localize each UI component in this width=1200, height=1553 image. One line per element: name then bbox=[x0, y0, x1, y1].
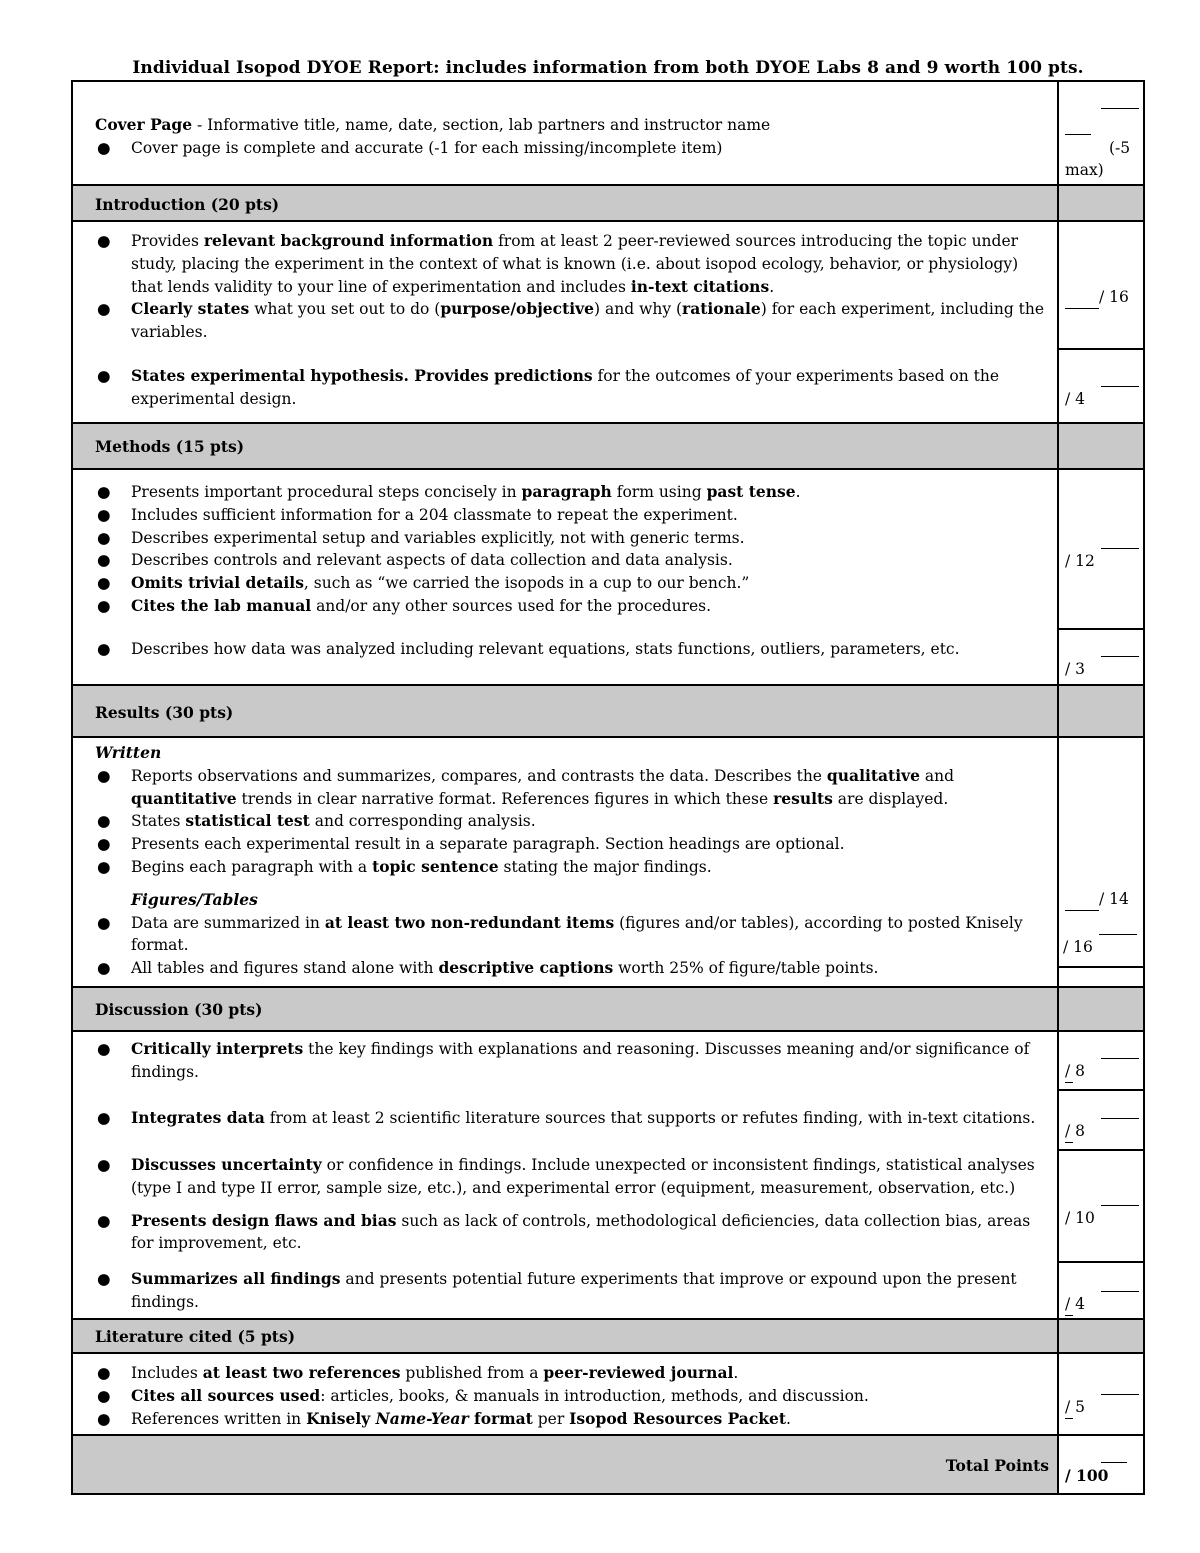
results-b5-text: Data are summarized in bbox=[131, 913, 325, 932]
disc-b5-bold: Summarizes all findings bbox=[131, 1269, 341, 1288]
results-b2-bold: statistical test bbox=[185, 811, 310, 831]
methods-b1-bold: paragraph bbox=[521, 482, 612, 501]
methods-header-row bbox=[71, 422, 1145, 468]
bullet-icon: ● bbox=[97, 1409, 111, 1428]
lit-score: / 5 bbox=[1065, 1398, 1086, 1416]
intro-b1-bold: relevant background information bbox=[203, 231, 494, 250]
introduction-header-row bbox=[71, 184, 1145, 220]
methods-b5-text: , such as “we carried the isopods in a cup to our bench.” bbox=[303, 574, 750, 593]
results-b5-bold: at least two non-redundant items bbox=[324, 912, 615, 932]
intro-b3-text: for the outcomes of your experiments based on the experimental design. bbox=[131, 367, 1000, 408]
bullet-icon: ● bbox=[97, 138, 111, 157]
discussion-row bbox=[71, 1030, 1145, 1318]
disc-score-1: / 8 bbox=[1065, 1062, 1086, 1080]
total-row bbox=[71, 1434, 1145, 1495]
total-score: / 100 bbox=[1065, 1466, 1109, 1485]
bullet-icon: ● bbox=[97, 1386, 111, 1405]
bullet-icon: ● bbox=[97, 1156, 111, 1174]
cover-row bbox=[71, 80, 1145, 184]
results-figures-score-cell bbox=[1057, 886, 1145, 986]
results-b6-text: All tables and figures stand alone with bbox=[131, 959, 439, 978]
intro-b3-bold: States experimental hypothesis. Provides predictions bbox=[131, 366, 593, 385]
intro-b2-text2: ) and why ( bbox=[594, 300, 683, 319]
intro-score-2: / 4 bbox=[1065, 390, 1086, 408]
methods-b1-text2: form using bbox=[611, 483, 707, 501]
results-b1-end: are displayed. bbox=[832, 789, 949, 808]
introduction-heading: Introduction (20 pts) bbox=[95, 195, 280, 214]
bullet-icon: ● bbox=[97, 812, 111, 831]
results-header-row bbox=[71, 684, 1145, 736]
lit-b3-italic: Name-Year bbox=[375, 1408, 469, 1428]
intro-b1-end: . bbox=[769, 277, 775, 296]
lit-b1-end: . bbox=[733, 1364, 739, 1382]
methods-heading: Methods (15 pts) bbox=[95, 437, 245, 456]
bullet-icon: ● bbox=[97, 640, 111, 658]
lit-b2-bold: Cites all sources used bbox=[131, 1385, 321, 1405]
bullet-icon: ● bbox=[97, 959, 111, 978]
page-title: Individual Isopod DYOE Report: includes information from both DYOE Labs 8 and 9 worth 100 pts. bbox=[132, 58, 1084, 78]
intro-b1-bold2: in-text citations bbox=[630, 276, 770, 296]
bullet-icon: ● bbox=[97, 574, 111, 593]
results-b4-bold: topic sentence bbox=[372, 856, 499, 876]
methods-b6-bold: Cites the lab manual bbox=[131, 595, 312, 615]
results-b6-bold: descriptive captions bbox=[438, 958, 614, 978]
bullet-icon: ● bbox=[97, 232, 111, 250]
results-score-1: / 14 bbox=[1099, 890, 1129, 908]
bullet-icon: ● bbox=[97, 596, 111, 615]
disc-b4-bold: Presents design flaws and bias bbox=[131, 1210, 397, 1230]
results-b5-end: (figures and/or tables), according to posted Knisely format. bbox=[131, 913, 1023, 955]
bullet-icon: ● bbox=[97, 300, 111, 319]
methods-b5-bold: Omits trivial details bbox=[131, 573, 304, 593]
methods-score-1: / 12 bbox=[1065, 552, 1095, 570]
disc-b5-text: and presents potential future experiments that improve or expound upon the present findings. bbox=[131, 1270, 1017, 1311]
results-b1-bold: qualitative bbox=[826, 765, 920, 785]
results-b1-bold2: quantitative bbox=[131, 788, 237, 808]
results-score-2: / 16 bbox=[1063, 938, 1093, 956]
bullet-icon: ● bbox=[97, 1211, 111, 1230]
lit-b3-end: . bbox=[786, 1409, 791, 1428]
intro-b2-bold3: rationale bbox=[682, 299, 761, 319]
bullet-icon: ● bbox=[97, 1040, 111, 1058]
bullet-icon: ● bbox=[97, 505, 111, 524]
bullet-icon: ● bbox=[97, 766, 111, 785]
literature-header-row bbox=[71, 1318, 1145, 1352]
total-label: Total Points bbox=[945, 1456, 1049, 1475]
results-b1-text: Reports observations and summarizes, compares, and contrasts the data. Describes the bbox=[131, 766, 827, 785]
results-b2-end: and corresponding analysis. bbox=[309, 812, 536, 831]
intro-b2-end: ) for each experiment, including the variables. bbox=[131, 300, 1045, 342]
disc-b3-text: or confidence in findings. Include unexpected or inconsistent findings, statistical analyses (type I and type II error, sample size, etc.), and experimental error (equipment, measurement, observation, etc.) bbox=[131, 1156, 1035, 1197]
cover-heading: Cover Page bbox=[95, 115, 193, 134]
intro-b2-bold2: purpose/objective bbox=[440, 299, 595, 319]
methods-b6-text: and/or any other sources used for the procedures. bbox=[311, 596, 712, 615]
bullet-icon: ● bbox=[97, 835, 111, 854]
bullet-icon: ● bbox=[97, 551, 111, 570]
cover-criterion: Cover page is complete and accurate (-1 for each missing/incomplete item) bbox=[131, 138, 723, 157]
lit-b1-text2: published from a bbox=[400, 1364, 544, 1382]
disc-score-3: / 10 bbox=[1065, 1209, 1095, 1227]
lit-b1-bold2: peer-reviewed journal bbox=[543, 1363, 734, 1382]
results-b1-text2: and bbox=[919, 766, 955, 785]
intro-b1-text2: from at least 2 peer-reviewed sources introducing the topic under study, placing the experiment in the context of what is known (i.e. about isopod ecology, behavior, or physiology) that lends validity to your line of experimentation and includes bbox=[131, 232, 1019, 296]
disc-score-2: / 8 bbox=[1065, 1122, 1086, 1140]
disc-b1-text: the key findings with explanations and reasoning. Discusses meaning and/or significance of findings. bbox=[131, 1040, 1030, 1081]
cover-heading-text: - Informative title, name, date, section, lab partners and instructor name bbox=[192, 116, 771, 134]
lit-b1-bold: at least two references bbox=[202, 1363, 401, 1382]
introduction-row bbox=[71, 220, 1145, 422]
bullet-icon: ● bbox=[97, 367, 111, 385]
bullet-icon: ● bbox=[97, 528, 111, 547]
lit-b2-text: : articles, books, & manuals in introduction, methods, and discussion. bbox=[320, 1386, 869, 1405]
literature-row bbox=[71, 1352, 1145, 1434]
disc-score-4: / 4 bbox=[1065, 1295, 1086, 1313]
disc-b1-bold: Critically interprets bbox=[131, 1039, 304, 1058]
literature-heading: Literature cited (5 pts) bbox=[95, 1327, 296, 1346]
intro-b2-bold: Clearly states bbox=[131, 299, 250, 319]
results-b6-end: worth 25% of figure/table points. bbox=[613, 959, 879, 978]
methods-b1-text: Presents important procedural steps concisely in bbox=[131, 483, 522, 501]
disc-b2-bold: Integrates data bbox=[131, 1108, 265, 1127]
lit-b3-text2: per bbox=[532, 1409, 570, 1428]
results-figures-subheading: Figures/Tables bbox=[131, 889, 258, 909]
lit-b3-bold3: Isopod Resources Packet bbox=[569, 1408, 787, 1428]
disc-b2-text: from at least 2 scientific literature sources that supports or refutes finding, with in-text citations. bbox=[264, 1109, 1036, 1127]
results-b4-end: stating the major findings. bbox=[498, 857, 712, 876]
discussion-header-row bbox=[71, 986, 1145, 1030]
bullet-icon: ● bbox=[97, 483, 111, 501]
discussion-heading: Discussion (30 pts) bbox=[95, 1000, 263, 1019]
results-b2-text: States bbox=[131, 812, 186, 831]
results-written-subheading: Written bbox=[95, 743, 162, 762]
bullet-icon: ● bbox=[97, 1364, 111, 1382]
methods-b1-bold2: past tense bbox=[706, 482, 796, 501]
methods-b3: Describes experimental setup and variables explicitly, not with generic terms. bbox=[131, 528, 745, 547]
methods-b4: Describes controls and relevant aspects of data collection and data analysis. bbox=[131, 551, 733, 570]
results-heading: Results (30 pts) bbox=[95, 703, 234, 722]
intro-score-1: / 16 bbox=[1099, 288, 1129, 306]
disc-b3-bold: Discusses uncertainty bbox=[131, 1155, 322, 1174]
bullet-icon: ● bbox=[97, 913, 111, 932]
intro-b1-text: Provides bbox=[131, 232, 204, 250]
results-row bbox=[71, 736, 1145, 986]
cover-score: (-5 max) bbox=[1065, 139, 1131, 179]
bullet-icon: ● bbox=[97, 1109, 111, 1127]
lit-b3-bold2: format bbox=[468, 1408, 533, 1428]
results-b1-bold3: results bbox=[773, 788, 833, 808]
intro-b2-text: what you set out to do ( bbox=[249, 300, 441, 319]
methods-score-2: / 3 bbox=[1065, 660, 1086, 678]
methods-row bbox=[71, 468, 1145, 684]
results-b1-text3: trends in clear narrative format. References figures in which these bbox=[236, 789, 774, 808]
lit-b3-bold: Knisely bbox=[306, 1408, 376, 1428]
bullet-icon: ● bbox=[97, 857, 111, 876]
lit-b1-text: Includes bbox=[131, 1364, 203, 1382]
lit-b3-text: References written in bbox=[131, 1409, 307, 1428]
methods-b1-end: . bbox=[795, 483, 801, 501]
results-b3: Presents each experimental result in a separate paragraph. Section headings are optional. bbox=[131, 835, 845, 854]
methods-b7: Describes how data was analyzed including relevant equations, stats functions, outliers, parameters, etc. bbox=[131, 640, 960, 658]
bullet-icon: ● bbox=[97, 1270, 111, 1288]
methods-b2: Includes sufficient information for a 204 classmate to repeat the experiment. bbox=[131, 505, 738, 524]
disc-b4-text: such as lack of controls, methodological deficiencies, data collection bias, areas for improvement, etc. bbox=[131, 1211, 1031, 1253]
results-b4-text: Begins each paragraph with a bbox=[131, 857, 373, 876]
